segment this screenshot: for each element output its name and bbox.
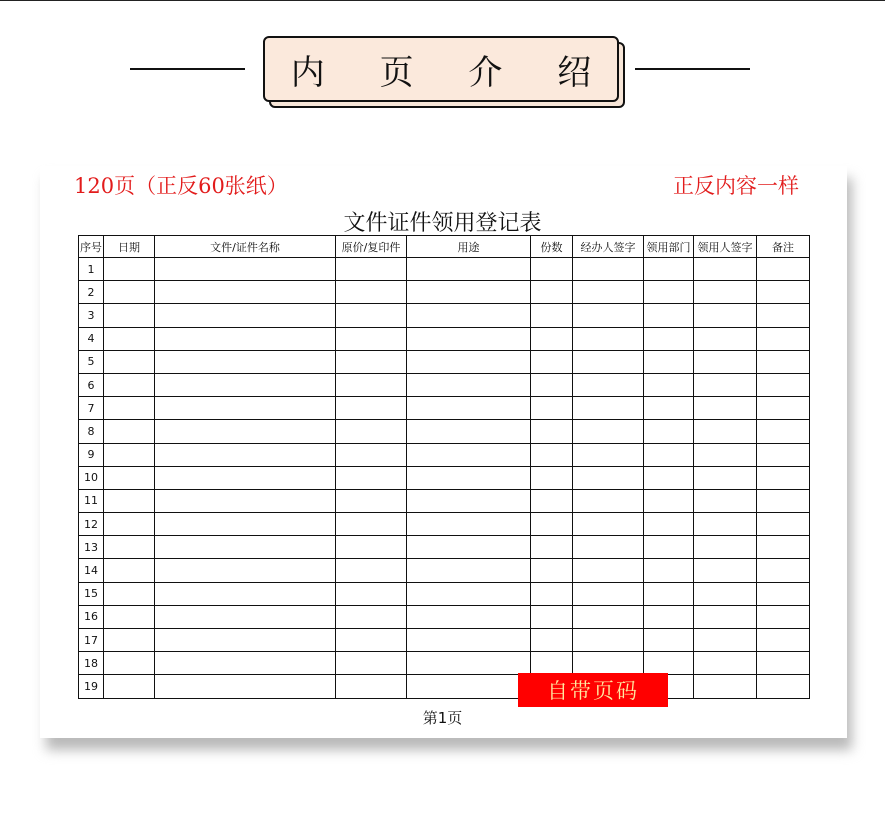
table-cell <box>531 629 573 652</box>
table-cell <box>104 258 155 281</box>
table-cell <box>155 443 336 466</box>
table-cell <box>644 582 694 605</box>
table-cell <box>573 559 644 582</box>
table-cell <box>757 605 810 628</box>
table-cell <box>644 559 694 582</box>
table-cell <box>573 258 644 281</box>
table-cell <box>757 675 810 698</box>
title-box <box>263 36 619 102</box>
table-cell <box>694 605 757 628</box>
table-cell <box>644 350 694 373</box>
column-header: 日期 <box>104 236 155 258</box>
table-cell <box>757 258 810 281</box>
table-cell <box>155 559 336 582</box>
row-number-cell: 1 <box>79 258 104 281</box>
table-cell <box>155 489 336 512</box>
table-cell <box>531 559 573 582</box>
table-cell <box>531 582 573 605</box>
table-cell <box>694 281 757 304</box>
table-header-row <box>79 236 810 258</box>
table-cell <box>531 281 573 304</box>
table-row <box>79 420 810 443</box>
table-row <box>79 675 810 698</box>
table-cell <box>336 652 407 675</box>
column-header: 领用部门 <box>644 236 694 258</box>
table-cell <box>104 605 155 628</box>
row-number-cell: 8 <box>79 420 104 443</box>
table-cell <box>694 559 757 582</box>
table-cell <box>336 420 407 443</box>
table-cell <box>336 582 407 605</box>
table-cell <box>104 281 155 304</box>
table-cell <box>531 652 573 675</box>
table-cell <box>573 373 644 396</box>
table-cell <box>757 327 810 350</box>
table-cell <box>694 420 757 443</box>
table-cell <box>694 397 757 420</box>
row-number-cell: 18 <box>79 652 104 675</box>
table-cell <box>573 582 644 605</box>
table-cell <box>644 304 694 327</box>
table-cell <box>155 327 336 350</box>
table-cell <box>644 466 694 489</box>
table-cell <box>155 281 336 304</box>
table-cell <box>757 489 810 512</box>
table-cell <box>407 652 531 675</box>
table-cell <box>104 675 155 698</box>
table-cell <box>336 605 407 628</box>
table-cell <box>336 373 407 396</box>
page-number-badge: 自带页码 <box>518 673 668 707</box>
table-cell <box>694 373 757 396</box>
table-cell <box>573 350 644 373</box>
top-border-line <box>0 0 885 1</box>
table-cell <box>573 629 644 652</box>
table-cell <box>757 350 810 373</box>
table-cell <box>104 652 155 675</box>
table-cell <box>694 350 757 373</box>
table-cell <box>694 258 757 281</box>
table-cell <box>407 443 531 466</box>
table-cell <box>407 281 531 304</box>
table-cell <box>336 304 407 327</box>
table-cell <box>644 373 694 396</box>
table-cell <box>757 513 810 536</box>
table-cell <box>336 327 407 350</box>
table-cell <box>757 559 810 582</box>
table-cell <box>407 258 531 281</box>
sheet-title: 文件证件领用登记表 <box>343 211 542 236</box>
table-cell <box>694 675 757 698</box>
table-cell <box>531 489 573 512</box>
header-right-rule <box>635 68 750 70</box>
table-cell <box>644 281 694 304</box>
row-number-cell: 14 <box>79 559 104 582</box>
row-number-cell: 15 <box>79 582 104 605</box>
table-cell <box>644 629 694 652</box>
table-cell <box>757 373 810 396</box>
table-cell <box>407 350 531 373</box>
table-cell <box>407 327 531 350</box>
row-number-cell: 11 <box>79 489 104 512</box>
table-cell <box>104 582 155 605</box>
page-count-note: 120页（正反60张纸） <box>74 174 288 198</box>
table-cell <box>155 513 336 536</box>
table-cell <box>336 466 407 489</box>
same-content-note: 正反内容一样 <box>673 174 799 198</box>
row-number-cell: 10 <box>79 466 104 489</box>
table-row <box>79 397 810 420</box>
row-number-cell: 9 <box>79 443 104 466</box>
table-cell <box>155 304 336 327</box>
row-number-cell: 5 <box>79 350 104 373</box>
table-cell <box>104 559 155 582</box>
table-cell <box>644 489 694 512</box>
table-cell <box>104 513 155 536</box>
table-cell <box>573 513 644 536</box>
column-header: 领用人签字 <box>694 236 757 258</box>
row-number-cell: 2 <box>79 281 104 304</box>
table-cell <box>694 327 757 350</box>
table-row <box>79 629 810 652</box>
table-cell <box>407 629 531 652</box>
table-cell <box>531 513 573 536</box>
table-cell <box>407 489 531 512</box>
table-cell <box>573 327 644 350</box>
table-cell <box>336 397 407 420</box>
table-cell <box>694 489 757 512</box>
table-cell <box>336 281 407 304</box>
table-cell <box>757 443 810 466</box>
table-cell <box>694 629 757 652</box>
table-cell <box>104 350 155 373</box>
table-cell <box>644 513 694 536</box>
table-cell <box>573 397 644 420</box>
row-number-cell: 12 <box>79 513 104 536</box>
table-cell <box>573 304 644 327</box>
table-row <box>79 281 810 304</box>
table-cell <box>155 397 336 420</box>
table-cell <box>407 513 531 536</box>
table-cell <box>757 652 810 675</box>
table-cell <box>104 489 155 512</box>
table-cell <box>155 605 336 628</box>
header-left-rule <box>130 68 245 70</box>
section-title: 内 页 介 绍 <box>290 52 614 93</box>
table-cell <box>531 443 573 466</box>
table-row <box>79 582 810 605</box>
table-cell <box>407 559 531 582</box>
table-cell <box>573 489 644 512</box>
table-cell <box>407 466 531 489</box>
table-cell <box>104 304 155 327</box>
table-cell <box>407 420 531 443</box>
row-number-cell: 19 <box>79 675 104 698</box>
column-header: 份数 <box>531 236 573 258</box>
table-cell <box>104 373 155 396</box>
table-cell <box>531 350 573 373</box>
table-cell <box>155 536 336 559</box>
table-cell <box>644 536 694 559</box>
table-cell <box>644 420 694 443</box>
table-cell <box>336 513 407 536</box>
table-cell <box>407 582 531 605</box>
table-cell <box>155 420 336 443</box>
table-cell <box>155 466 336 489</box>
table-cell <box>104 536 155 559</box>
table-cell <box>155 258 336 281</box>
table-cell <box>531 304 573 327</box>
table-cell <box>573 652 644 675</box>
row-number-cell: 3 <box>79 304 104 327</box>
table-cell <box>104 420 155 443</box>
table-row <box>79 559 810 582</box>
table-cell <box>104 466 155 489</box>
table-cell <box>104 327 155 350</box>
table-row <box>79 466 810 489</box>
column-header: 备注 <box>757 236 810 258</box>
table-cell <box>531 420 573 443</box>
row-number-cell: 6 <box>79 373 104 396</box>
table-cell <box>694 652 757 675</box>
table-cell <box>155 675 336 698</box>
table-cell <box>694 582 757 605</box>
row-number-cell: 17 <box>79 629 104 652</box>
table-row <box>79 350 810 373</box>
table-cell <box>407 675 531 698</box>
table-cell <box>757 281 810 304</box>
row-number-cell: 13 <box>79 536 104 559</box>
table-row <box>79 373 810 396</box>
table-cell <box>531 258 573 281</box>
table-row <box>79 513 810 536</box>
table-cell <box>573 605 644 628</box>
table-row <box>79 652 810 675</box>
table-cell <box>336 629 407 652</box>
table-cell <box>573 443 644 466</box>
register-table <box>78 235 810 699</box>
table-cell <box>757 536 810 559</box>
table-cell <box>644 443 694 466</box>
table-cell <box>407 373 531 396</box>
table-cell <box>336 258 407 281</box>
table-cell <box>531 536 573 559</box>
table-cell <box>531 373 573 396</box>
column-header: 文件/证件名称 <box>155 236 336 258</box>
table-cell <box>155 373 336 396</box>
table-cell <box>644 605 694 628</box>
table-cell <box>644 397 694 420</box>
table-cell <box>155 652 336 675</box>
row-number-cell: 4 <box>79 327 104 350</box>
table-cell <box>407 536 531 559</box>
table-cell <box>336 350 407 373</box>
table-cell <box>573 536 644 559</box>
table-cell <box>694 513 757 536</box>
table-cell <box>336 489 407 512</box>
table-cell <box>104 397 155 420</box>
table-cell <box>757 582 810 605</box>
table-row <box>79 258 810 281</box>
table-cell <box>531 327 573 350</box>
table-body <box>79 258 810 699</box>
table-row <box>79 605 810 628</box>
table-cell <box>531 397 573 420</box>
table-cell <box>644 327 694 350</box>
table-row <box>79 304 810 327</box>
table-cell <box>694 443 757 466</box>
table-cell <box>644 652 694 675</box>
row-number-cell: 7 <box>79 397 104 420</box>
table-cell <box>104 629 155 652</box>
table-cell <box>336 559 407 582</box>
table-cell <box>757 466 810 489</box>
table-cell <box>407 605 531 628</box>
table-cell <box>757 420 810 443</box>
table-row <box>79 327 810 350</box>
table-row <box>79 443 810 466</box>
table-cell <box>757 304 810 327</box>
table-cell <box>336 536 407 559</box>
table-cell <box>336 443 407 466</box>
table-cell <box>694 466 757 489</box>
table-cell <box>336 675 407 698</box>
column-header: 序号 <box>79 236 104 258</box>
row-number-cell: 16 <box>79 605 104 628</box>
table-cell <box>155 582 336 605</box>
table-cell <box>644 258 694 281</box>
table-row <box>79 489 810 512</box>
table-cell <box>573 281 644 304</box>
table-cell <box>573 466 644 489</box>
column-header: 用途 <box>407 236 531 258</box>
table-cell <box>694 536 757 559</box>
column-header: 原价/复印件 <box>336 236 407 258</box>
table-cell <box>757 629 810 652</box>
table-cell <box>104 443 155 466</box>
table-cell <box>407 397 531 420</box>
table-cell <box>573 420 644 443</box>
table-cell <box>694 304 757 327</box>
table-cell <box>531 605 573 628</box>
table-row <box>79 536 810 559</box>
page-number: 第1页 <box>422 709 463 727</box>
table-cell <box>155 629 336 652</box>
column-header: 经办人签字 <box>573 236 644 258</box>
table-cell <box>407 304 531 327</box>
table-cell <box>757 397 810 420</box>
table-cell <box>531 466 573 489</box>
table-cell <box>155 350 336 373</box>
